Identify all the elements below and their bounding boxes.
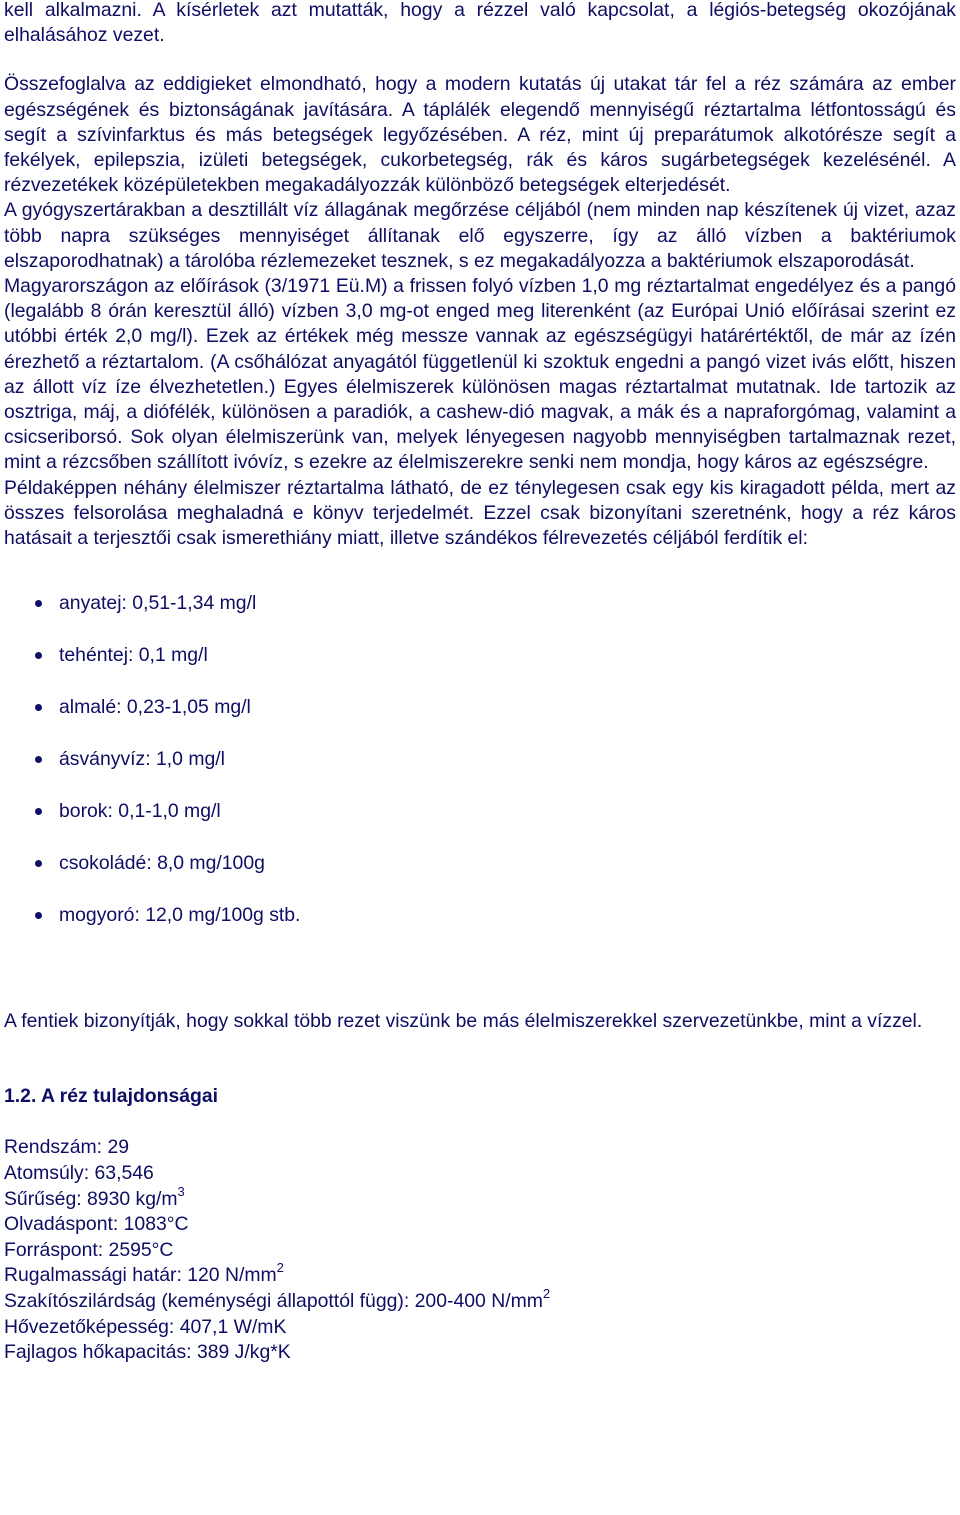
property-atomic-number: Rendszám: 29 (4, 1136, 130, 1159)
property-elastic-limit: Rugalmassági határ: 120 $N/mm^2$ (4, 1260, 284, 1287)
list-item: tehéntej: 0,1 mg/l (4, 643, 956, 695)
copper-properties (4, 1135, 956, 1365)
property-boiling-point: Forráspont: 2595°C (4, 1238, 174, 1261)
paragraph-pharmacy: A gyógyszertárakban a desztillált víz állagának megőrzése céljából (nem minden nap készítenek új vizet, azaz több napra szükséges mennyiséget állítanak elő egyszerre, így az álló vízben a baktériumok elszaporodhatnak) a tárolóba rézlemezeket tesznek, s ez megakadályozza a baktériumok elszaporodását. (4, 199, 956, 272)
property-density: Sűrűség: 8930 $kg/m^3$ (4, 1183, 185, 1210)
paragraph-conclusion: A fentiek bizonyítják, hogy sokkal több rezet viszünk be más élelmiszerekkel szervezetünkbe, mint a vízzel. (4, 1010, 923, 1033)
list-item: borok: 0,1-1,0 mg/l (4, 799, 956, 851)
list-item: mogyoró: 12,0 mg/100g stb. (4, 903, 956, 955)
paragraph-legios: kell alkalmazni. A kísérletek azt mutatták, hogy a rézzel való kapcsolat, a légiós-betegség okozójának elhalásához vezet. (4, 0, 956, 47)
list-item: csokoládé: 8,0 mg/100g (4, 851, 956, 903)
food-copper-list (4, 591, 956, 955)
property-melting-point: Olvadáspont: 1083°C (4, 1213, 189, 1236)
section-heading: 1.2. A réz tulajdonságai (4, 1085, 219, 1108)
document-page (4, 0, 956, 1366)
list-item: anyatej: 0,51-1,34 mg/l (4, 591, 956, 643)
bullet-icon (35, 860, 42, 867)
property-thermal-conductivity: Hővezetőképesség: 407,1 W/mK (4, 1315, 287, 1338)
paragraph-examples: Példaképpen néhány élelmiszer réztartalma látható, de ez ténylegesen csak egy kis kiragadott példa, mert az összes felsorolása meghaladná e könyv terjedelmét. Ezzel csak bizonyítani szeretnénk, hogy a réz káros hatásait a terjesztői csak ismerethiány miatt, illetve szándékos félrevezetés céljából ferdítik el: (4, 476, 956, 550)
property-atomic-weight: Atomsúly: 63,546 (4, 1162, 154, 1185)
list-item: ásványvíz: 1,0 mg/l (4, 747, 956, 799)
paragraph-regulations: Magyarországon az előírások (3/1971 Eü.M) a frissen folyó vízben 1,0 mg réztartalmat engedélyez és a pangó (legalább 8 órán keresztül álló) vízben 3,0 mg-ot enged meg literenként (az Európai Unió előírásai szerint ez utóbbi érték 2,0 mg/l). Ezek az értékek még messze vannak az egészségügyi határértéktől, de már az ízén érezhető a réztartalom. (A csőhálózat anyagától függetlenül ki szoktuk engedni a pangó vizet ivás előtt, hiszen az állott víz íze élvezhetetlen.) Egyes élelmiszerek különösen magas réztartalmat mutatnak. Ide tartozik az osztriga, máj, a diófélék, különösen a paradiók, a cashew-dió magvak, a mák és a napraforgómag, valamint a csicseriborsó. Sok olyan élelmiszerünk van, melyek lényegesen nagyobb mennyiségben tartalmaznak rezet, mint a rézcsőben szállított ivóvíz, s ezekre az élelmiszerekre senki nem mondja, hogy káros az egészségre. (4, 275, 956, 474)
bullet-icon (35, 756, 42, 763)
bullet-icon (35, 652, 42, 659)
list-item: almalé: 0,23-1,05 mg/l (4, 695, 956, 747)
bullet-icon (35, 912, 42, 919)
property-specific-heat: Fajlagos hőkapacitás: 389 J/kg*K (4, 1341, 291, 1364)
paragraph-summary: Összefoglalva az eddigieket elmondható, hogy a modern kutatás új utakat tár fel a réz számára az ember egészségének és biztonságának javítására. A táplálék elegendő mennyiségű réztartalma létfontosságú és segít a szívinfarktus és más betegségek legyőzésében. A réz, mint új preparátumok alkotórésze segít a fekélyek, epilepszia, izületi betegségek, cukorbetegség, rák és káros sugárbetegségek kezelésénél. A rézvezetékek középületekben megakadályozzák különböző betegségek elterjedését. (4, 73, 956, 197)
bullet-icon (35, 704, 42, 711)
bullet-icon (35, 808, 42, 815)
property-tensile-strength: Szakítószilárdság (keménységi állapottól függ): 200-400 $N/mm^2$ (4, 1286, 551, 1313)
bullet-icon (35, 600, 42, 607)
